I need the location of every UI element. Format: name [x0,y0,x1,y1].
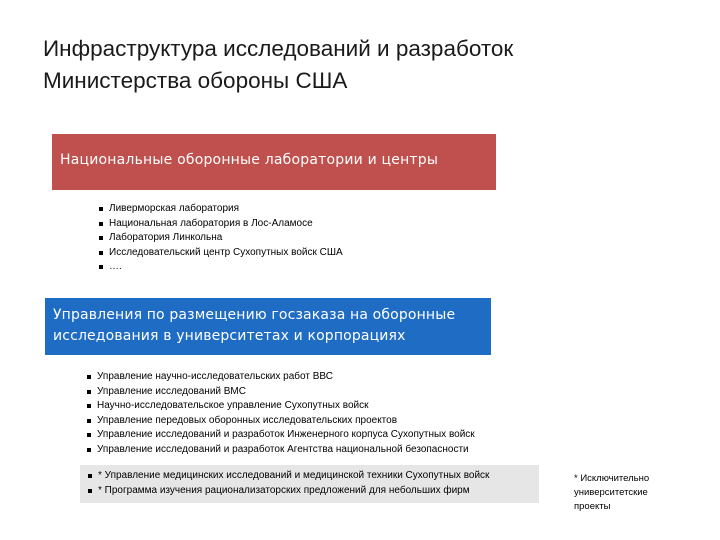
list-item: Управление исследований и разработок Инженерного корпуса Сухопутных войск [87,428,475,443]
list-item: * Программа изучения рационализаторских предложений для небольших фирм [88,484,489,499]
list-item: * Управление медицинских исследований и медицинской техники Сухопутных войск [88,469,489,484]
footnote-line-3: проекты [574,501,611,512]
footnote-line-2: университетские [574,487,648,498]
footnote-line-1: * Исключительно [574,473,650,484]
list-item: Национальная лаборатория в Лос-Аламосе [99,217,343,232]
list-item: Исследовательский центр Сухопутных войск США [99,246,343,261]
national-labs-list [99,202,343,275]
slide-title [43,33,683,97]
list-item: Научно-исследовательское управление Сухопутных войск [87,399,475,414]
list-item: Управление исследований и разработок Агентства национальной безопасности [87,443,475,458]
footnote [574,472,704,514]
national-labs-header [52,134,496,190]
slide-title-line-1: Инфраструктура исследований и разработок [43,36,514,61]
contracting-offices-header [45,298,491,355]
list-item: Управление исследований ВМС [87,385,475,400]
list-item: Управление научно-исследовательских работ ВВС [87,370,475,385]
university-only-list [88,469,489,498]
list-item: Управление передовых оборонных исследовательских проектов [87,414,475,429]
slide-title-line-2: Министерства обороны США [43,68,348,93]
contracting-offices-list [87,370,475,458]
list-item: …. [99,260,343,275]
national-labs-heading: Национальные оборонные лаборатории и центры [60,152,439,168]
contracting-offices-heading-line-2: исследования в университетах и корпорациях [53,328,406,344]
contracting-offices-heading-line-1: Управления по размещению госзаказа на оборонные [53,307,456,323]
list-item: Лаборатория Линкольна [99,231,343,246]
list-item: Ливерморская лаборатория [99,202,343,217]
